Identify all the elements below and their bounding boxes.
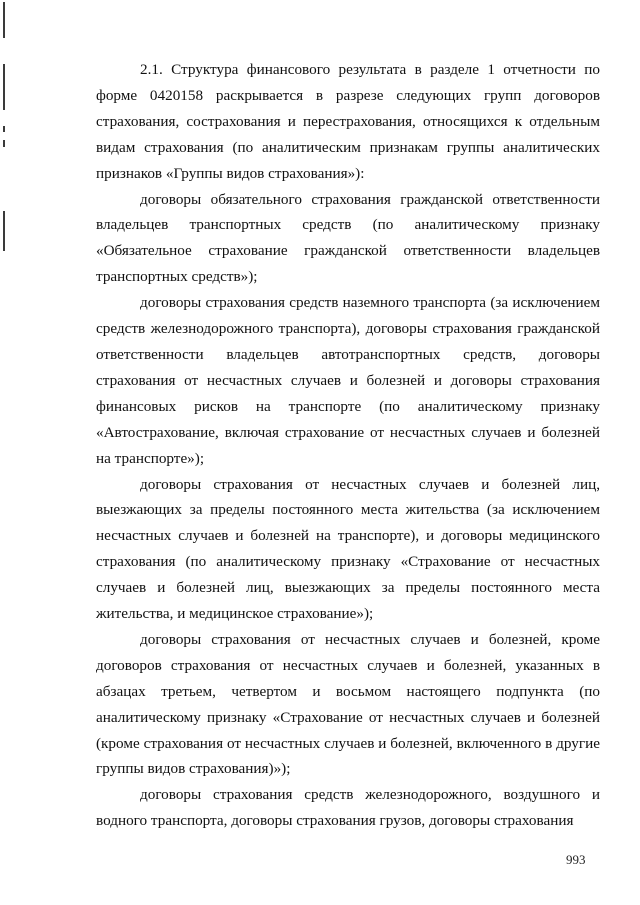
margin-mark — [3, 126, 5, 132]
paragraph: договоры страхования от несчастных случаев и болезней, кроме договоров страхования от несчастных случаев и болезней, указанных в абзацах третьем, четвертом и восьмом настоящего подпункта (по аналитическому признаку «Страхование от несчастных случаев и болезней (кроме страхования от несчастных случаев и болезней, включенного в другие группы видов страхования)»); — [96, 630, 600, 778]
paragraph: договоры страхования средств наземного транспорта (за исключением средств железнодорожного транспорта), договоры страхования гражданской ответственности владельцев автотранспортных средств, договоры страхования от несчастных случаев и болезней и договоры страхования финансовых рисков на транспорте (по аналитическому признаку «Автострахование, включая страхование от несчастных случаев и болезней на транспорте»); — [96, 294, 600, 467]
margin-mark — [3, 64, 5, 110]
margin-mark — [3, 2, 5, 38]
paragraph: 2.1. Структура финансового результата в разделе 1 отчетности по форме 0420158 раскрывается в разрезе следующих групп договоров страхования, сострахования и перестрахования, относящихся к отдельным видам страхования (по аналитическим признакам группы аналитических признаков «Группы видов страхования»): — [96, 61, 600, 182]
margin-mark — [3, 140, 5, 147]
paragraph: договоры страхования от несчастных случаев и болезней лиц, выезжающих за пределы постоянного места жительства (за исключением несчастных случаев и болезней на транспорте), и договоры медицинского страхования (по аналитическому признаку «Страхование от несчастных случаев и болезней лиц, выезжающих за пределы постоянного места жительства, и медицинское страхование»); — [96, 475, 600, 623]
document-body — [96, 57, 600, 834]
page-number: 993 — [566, 852, 586, 867]
paragraph: договоры обязательного страхования гражданской ответственности владельцев транспортных средств (по аналитическому признаку «Обязательное страхование гражданской ответственности владельцев транспортных средств»); — [96, 190, 600, 286]
paragraph: договоры страхования средств железнодорожного, воздушного и водного транспорта, договоры страхования грузов, договоры страхования — [96, 786, 600, 830]
margin-mark — [3, 211, 5, 251]
